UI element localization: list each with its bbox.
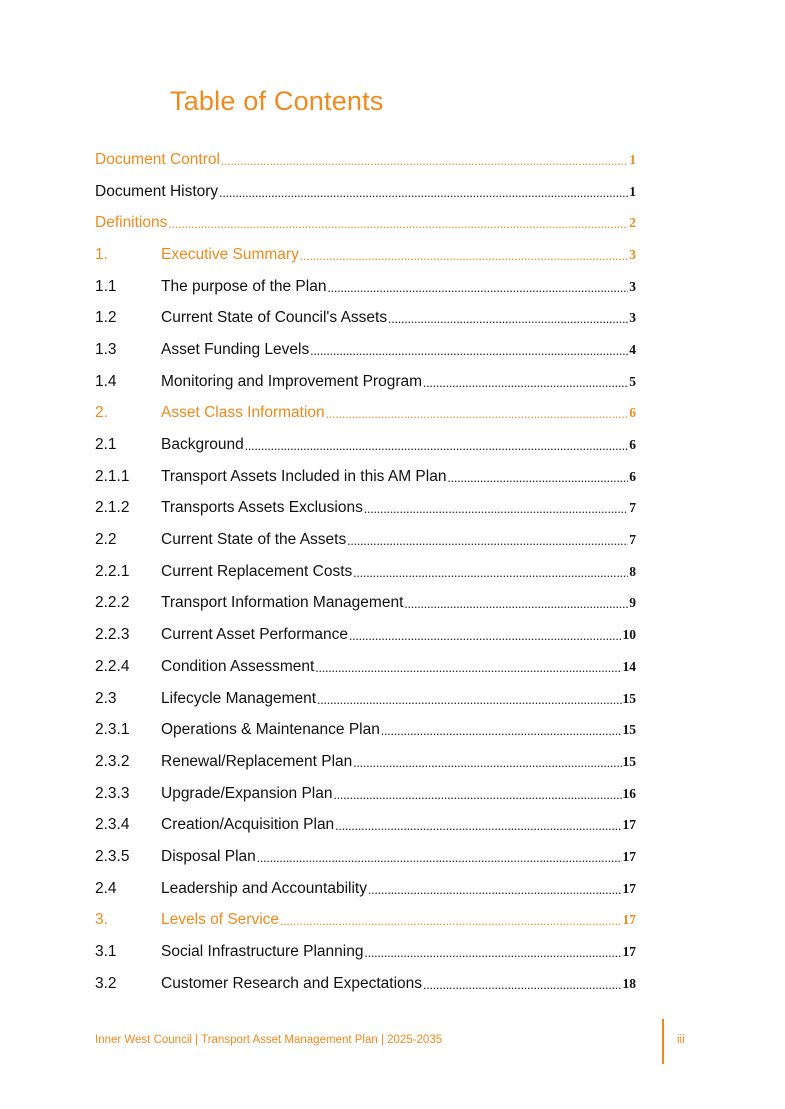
footer-text: Inner West Council | Transport Asset Management Plan | 2025-2035 [95,1034,443,1046]
toc-entry-title: Asset Class Information [161,404,325,422]
toc-entry[interactable] [95,366,636,398]
toc-dot-leader [381,723,622,739]
toc-entry-title: Transport Information Management [161,594,404,612]
toc-entry[interactable] [95,905,636,937]
toc-dot-leader [423,375,628,391]
toc-entry[interactable] [95,207,636,239]
toc-entry-number: 2.3.2 [95,752,130,770]
toc-entry[interactable] [95,651,636,683]
toc-entry-page: 17 [622,944,636,960]
toc-entry-page: 3 [629,246,636,262]
toc-entry-title: Levels of Service [161,911,280,929]
toc-dot-leader [257,850,622,866]
toc-entry[interactable] [95,398,636,430]
toc-entry[interactable] [95,334,636,366]
toc-entry-number: 1.3 [95,340,117,358]
toc-entry-number: 2.1 [95,436,117,454]
toc-dot-leader [310,343,628,359]
toc-entry[interactable] [95,714,636,746]
toc-dot-leader [388,311,628,327]
toc-entry-page: 3 [629,278,636,294]
toc-dot-leader [280,913,621,929]
toc-dot-leader [423,977,621,993]
toc-entry-title: Transport Assets Included in this AM Plan [161,467,447,485]
toc-dot-leader [349,628,622,644]
toc-entry-title: Disposal Plan [161,847,256,865]
toc-entry-title: Current Asset Performance [161,626,348,644]
toc-entry-page: 6 [629,437,636,453]
toc-dot-leader [326,406,629,422]
toc-dot-leader [447,470,628,486]
toc-entry-number: 1.4 [95,372,117,390]
toc-entry-title: Current Replacement Costs [161,562,353,580]
toc-entry[interactable] [95,429,636,461]
toc-entry-title: Lifecycle Management [161,689,317,707]
toc-entry-page: 9 [629,595,636,611]
toc-entry[interactable] [95,873,636,905]
toc-entry-page: 1 [629,151,636,167]
toc-entry-title: Operations & Maintenance Plan [161,721,380,739]
toc-entry-title: Current State of the Assets [161,531,347,549]
toc-dot-leader [404,596,628,612]
toc-entry[interactable] [95,841,636,873]
toc-entry[interactable] [95,176,636,208]
toc-entry-page: 3 [629,310,636,326]
page-number: iii [677,1034,685,1046]
toc-dot-leader [347,533,628,549]
toc-entry-page: 14 [622,658,636,674]
toc-entry[interactable] [95,239,636,271]
toc-entry[interactable] [95,968,636,1000]
toc-dot-leader [245,438,629,454]
toc-dot-leader [300,248,628,264]
toc-entry-number: 2.2.4 [95,657,130,675]
toc-entry[interactable] [95,493,636,525]
table-of-contents [95,144,636,1000]
toc-dot-leader [353,755,621,771]
toc-entry[interactable] [95,936,636,968]
toc-entry-number: 1.1 [95,277,117,295]
toc-entry-page: 7 [629,500,636,516]
toc-entry-number: 2.1.1 [95,467,130,485]
page-title: Table of Contents [170,86,384,116]
toc-entry-number: 2.2.2 [95,594,130,612]
toc-entry-page: 5 [629,373,636,389]
toc-entry-title: Monitoring and Improvement Program [161,372,423,390]
toc-entry-title: Definitions [95,214,168,232]
toc-entry-page: 17 [622,912,636,928]
toc-entry[interactable] [95,556,636,588]
toc-dot-leader [317,692,621,708]
toc-entry-page: 4 [629,341,636,357]
toc-entry-page: 17 [622,848,636,864]
toc-entry-page: 6 [629,468,636,484]
toc-entry-page: 10 [622,627,636,643]
toc-entry-number: 1.2 [95,309,117,327]
toc-entry-title: Asset Funding Levels [161,340,310,358]
toc-entry-title: Document History [95,182,219,200]
toc-entry[interactable] [95,683,636,715]
toc-entry-number: 3.1 [95,943,117,961]
toc-entry[interactable] [95,144,636,176]
toc-entry-number: 2.2 [95,531,117,549]
toc-entry[interactable] [95,271,636,303]
toc-entry-number: 3. [95,911,108,929]
toc-dot-leader [333,787,621,803]
toc-entry-number: 2.3.4 [95,816,130,834]
toc-entry-number: 1. [95,245,108,263]
toc-entry-title: Executive Summary [161,245,299,263]
toc-entry-number: 2.1.2 [95,499,130,517]
toc-entry-page: 6 [629,405,636,421]
toc-entry-number: 2.3 [95,689,117,707]
toc-entry-page: 17 [622,880,636,896]
toc-entry-page: 8 [629,563,636,579]
footer-divider [662,1019,664,1064]
toc-entry-page: 16 [622,785,636,801]
toc-entry-title: Document Control [95,150,220,168]
toc-entry-number: 2.3.5 [95,847,130,865]
toc-dot-leader [219,185,628,201]
toc-entry-page: 15 [622,722,636,738]
toc-entry-title: Condition Assessment [161,657,315,675]
toc-entry[interactable] [95,302,636,334]
toc-dot-leader [168,216,628,232]
toc-entry-page: 2 [629,215,636,231]
toc-entry-title: Current State of Council's Assets [161,309,388,327]
toc-entry-number: 2.3.1 [95,721,130,739]
toc-entry-number: 2.2.1 [95,562,130,580]
toc-entry-title: Leadership and Accountability [161,879,367,897]
toc-entry[interactable] [95,809,636,841]
toc-dot-leader [364,501,628,517]
toc-dot-leader [221,153,628,169]
toc-entry-number: 3.2 [95,974,117,992]
toc-entry-number: 2. [95,404,108,422]
toc-entry-title: The purpose of the Plan [161,277,327,295]
toc-dot-leader [335,818,621,834]
toc-entry[interactable] [95,778,636,810]
toc-entry[interactable] [95,619,636,651]
toc-dot-leader [364,945,621,961]
toc-entry-page: 7 [629,532,636,548]
toc-entry[interactable] [95,461,636,493]
toc-entry-title: Creation/Acquisition Plan [161,816,335,834]
toc-entry-page: 15 [622,753,636,769]
toc-entry-title: Background [161,436,244,454]
toc-entry-page: 18 [622,975,636,991]
toc-entry-page: 15 [622,690,636,706]
toc-dot-leader [353,565,628,581]
toc-dot-leader [315,660,621,676]
toc-entry-title: Upgrade/Expansion Plan [161,784,333,802]
toc-entry-number: 2.2.3 [95,626,130,644]
toc-entry-number: 2.3.3 [95,784,130,802]
toc-entry-page: 1 [629,183,636,199]
toc-entry-title: Renewal/Replacement Plan [161,752,353,770]
toc-entry-title: Social Infrastructure Planning [161,943,364,961]
toc-entry-number: 2.4 [95,879,117,897]
toc-entry-page: 17 [622,817,636,833]
toc-entry[interactable] [95,588,636,620]
toc-dot-leader [368,882,622,898]
toc-entry-title: Customer Research and Expectations [161,974,423,992]
toc-dot-leader [327,280,628,296]
toc-entry[interactable] [95,746,636,778]
toc-entry[interactable] [95,524,636,556]
toc-entry-title: Transports Assets Exclusions [161,499,363,517]
